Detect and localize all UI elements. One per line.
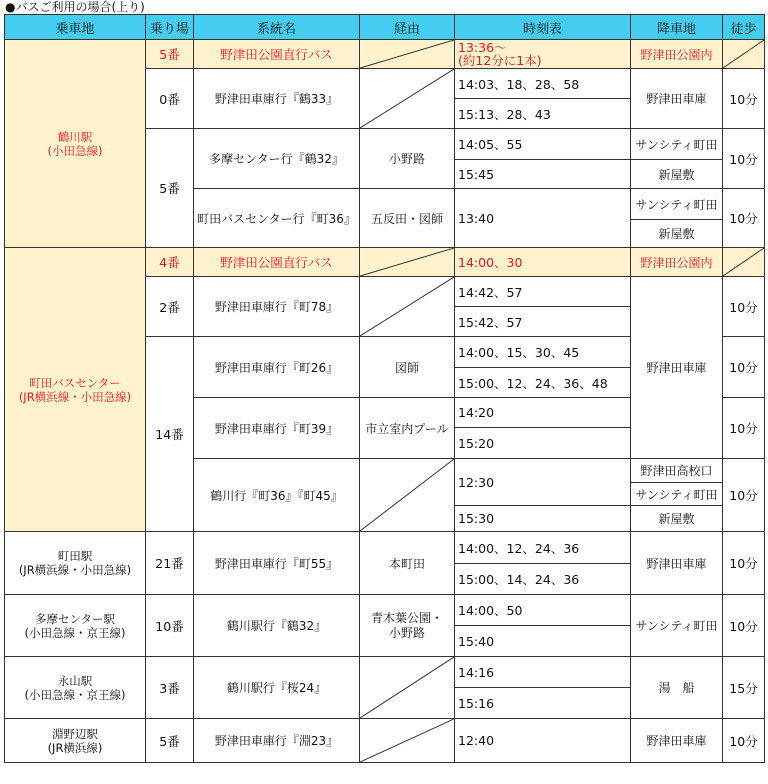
boarding-stop-cell (5, 657, 146, 719)
stop-line: (小田急線・京王線) (24, 687, 126, 702)
alight-stop-cell: 湯 船 (631, 657, 723, 719)
route-cell: 野津田車庫行『鶴33』 (194, 69, 360, 129)
time-cell: 14:42、57 (455, 277, 631, 307)
via-text: 青木葉公園・ (370, 610, 443, 625)
time-cell: 14:00、50 (455, 595, 631, 626)
time-cell: 12:40 (455, 719, 631, 763)
alight-stop-cell: 野津田車庫 (631, 69, 723, 129)
via-cell: 五反田・図師 (360, 189, 455, 248)
alight-stop-cell: サンシティ町田 (631, 483, 723, 506)
stop-name: 多摩センター駅 (34, 611, 116, 626)
empty-cell (360, 69, 455, 129)
time-cell: 14:00、12、24、36 (455, 532, 631, 564)
empty-cell (360, 277, 455, 337)
via-cell: 小野路 (360, 129, 455, 189)
route-cell: 鶴川駅行『桜24』 (194, 657, 360, 719)
table-row (5, 40, 765, 69)
route-cell: 多摩センター行『鶴32』 (194, 129, 360, 189)
header-row (5, 15, 765, 40)
header-via: 経由 (360, 15, 455, 40)
time-cell: 15:40 (455, 626, 631, 657)
time-cell: 13:40 (455, 189, 631, 248)
route-cell: 野津田車庫行『町55』 (194, 532, 360, 595)
page-title: ●バスご利用の場合(上り) (5, 0, 145, 14)
header-platform: 乗り場 (146, 15, 194, 40)
empty-cell (360, 248, 455, 277)
table-row (5, 657, 765, 688)
header-route: 系統名 (194, 15, 360, 40)
route-cell: 鶴川行『町36』『町45』 (194, 459, 360, 532)
route-cell: 野津田車庫行『淵23』 (194, 719, 360, 763)
platform-cell: 21番 (146, 532, 194, 595)
stop-line: (小田急線・京王線) (24, 625, 126, 640)
time-cell: 14:03、18、28、58 (455, 69, 631, 99)
time-cell: 14:00、30 (455, 248, 631, 277)
time-cell: 15:00、14、24、36 (455, 564, 631, 595)
walk-cell: 10分 (723, 69, 765, 129)
time-cell: 14:16 (455, 657, 631, 688)
table-row (5, 719, 765, 763)
header-boarding-stop: 乗車地 (5, 15, 146, 40)
time-cell: 15:13、28、43 (455, 99, 631, 129)
time-cell: 15:16 (455, 688, 631, 719)
header-alight-stop: 降車地 (631, 15, 723, 40)
boarding-stop-cell (5, 248, 146, 532)
alight-stop-cell: 野津田車庫 (631, 532, 723, 595)
via-cell: 本町田 (360, 532, 455, 595)
walk-cell: 10分 (723, 719, 765, 763)
platform-cell: 0番 (146, 69, 194, 129)
platform-cell: 5番 (146, 719, 194, 763)
time-cell: 14:00、15、30、45 (455, 337, 631, 368)
header-timetable: 時刻表 (455, 15, 631, 40)
via-text: 小野路 (388, 625, 425, 640)
stop-name: 淵野辺駅 (52, 726, 98, 741)
platform-cell: 14番 (146, 337, 194, 532)
via-cell: 図師 (360, 337, 455, 398)
boarding-stop-cell (5, 40, 146, 248)
stop-line: (JR横浜線) (47, 740, 103, 755)
walk-cell: 10分 (723, 398, 765, 459)
walk-cell: 10分 (723, 459, 765, 532)
table-row (5, 248, 765, 277)
route-cell: 野津田車庫行『町26』 (194, 337, 360, 398)
header-walk: 徒歩 (723, 15, 765, 40)
stop-name: 永山駅 (57, 673, 93, 688)
alight-stop-cell: 新屋敷 (631, 160, 723, 189)
empty-cell (360, 459, 455, 532)
empty-cell (360, 657, 455, 719)
walk-cell: 10分 (723, 189, 765, 248)
platform-cell: 5番 (146, 40, 194, 69)
via-cell (360, 595, 455, 657)
bus-timetable (4, 14, 765, 763)
stop-line: (JR横浜線・小田急線) (18, 389, 132, 404)
alight-stop-cell: サンシティ町田 (631, 595, 723, 657)
empty-cell (360, 40, 455, 69)
time-cell: 15:20 (455, 428, 631, 459)
time-cell: 15:42、57 (455, 307, 631, 337)
time-note: (約12分に1本) (458, 53, 542, 68)
walk-cell: 10分 (723, 277, 765, 337)
time-cell: 15:45 (455, 160, 631, 189)
table-row (5, 595, 765, 626)
time-cell: 15:00、12、24、36、48 (455, 368, 631, 398)
route-cell: 野津田公園直行バス (194, 40, 360, 69)
via-cell: 市立室内プール (360, 398, 455, 459)
time-cell: 15:30 (455, 506, 631, 532)
platform-cell: 2番 (146, 277, 194, 337)
alight-stop-cell: 野津田公園内 (631, 40, 723, 69)
walk-cell: 10分 (723, 595, 765, 657)
alight-stop-cell: 野津田車庫 (631, 719, 723, 763)
stop-line: (小田急線) (47, 143, 103, 158)
platform-cell: 3番 (146, 657, 194, 719)
boarding-stop-cell (5, 719, 146, 763)
empty-cell (723, 248, 765, 277)
boarding-stop-cell (5, 595, 146, 657)
alight-stop-cell: サンシティ町田 (631, 129, 723, 160)
alight-stop-cell: 野津田車庫 (631, 277, 723, 459)
route-cell: 野津田車庫行『町39』 (194, 398, 360, 459)
platform-cell: 10番 (146, 595, 194, 657)
stop-name: 町田駅 (57, 549, 93, 563)
stop-name: 町田バスセンター (29, 375, 121, 390)
time-cell (455, 40, 631, 69)
alight-stop-cell: 野津田公園内 (631, 248, 723, 277)
route-cell: 鶴川駅行『鶴32』 (194, 595, 360, 657)
time-text: 13:36～ (458, 40, 507, 55)
table-row (5, 532, 765, 564)
route-cell: 野津田車庫行『町78』 (194, 277, 360, 337)
time-cell: 14:05、55 (455, 129, 631, 160)
stop-line: (JR横浜線・小田急線) (18, 563, 132, 577)
stop-name: 鶴川駅 (57, 129, 93, 144)
alight-stop-cell: 新屋敷 (631, 506, 723, 532)
walk-cell: 10分 (723, 337, 765, 398)
walk-cell: 15分 (723, 657, 765, 719)
platform-cell: 5番 (146, 129, 194, 248)
time-cell: 14:20 (455, 398, 631, 428)
time-cell: 12:30 (455, 459, 631, 506)
alight-stop-cell: 新屋敷 (631, 220, 723, 248)
empty-cell (723, 40, 765, 69)
empty-cell (360, 719, 455, 763)
walk-cell: 10分 (723, 532, 765, 595)
boarding-stop-cell (5, 532, 146, 595)
route-cell: 野津田公園直行バス (194, 248, 360, 277)
route-cell: 町田バスセンター行『町36』 (194, 189, 360, 248)
walk-cell: 10分 (723, 129, 765, 189)
alight-stop-cell: 野津田高校口 (631, 459, 723, 483)
alight-stop-cell: サンシティ町田 (631, 189, 723, 220)
platform-cell: 4番 (146, 248, 194, 277)
